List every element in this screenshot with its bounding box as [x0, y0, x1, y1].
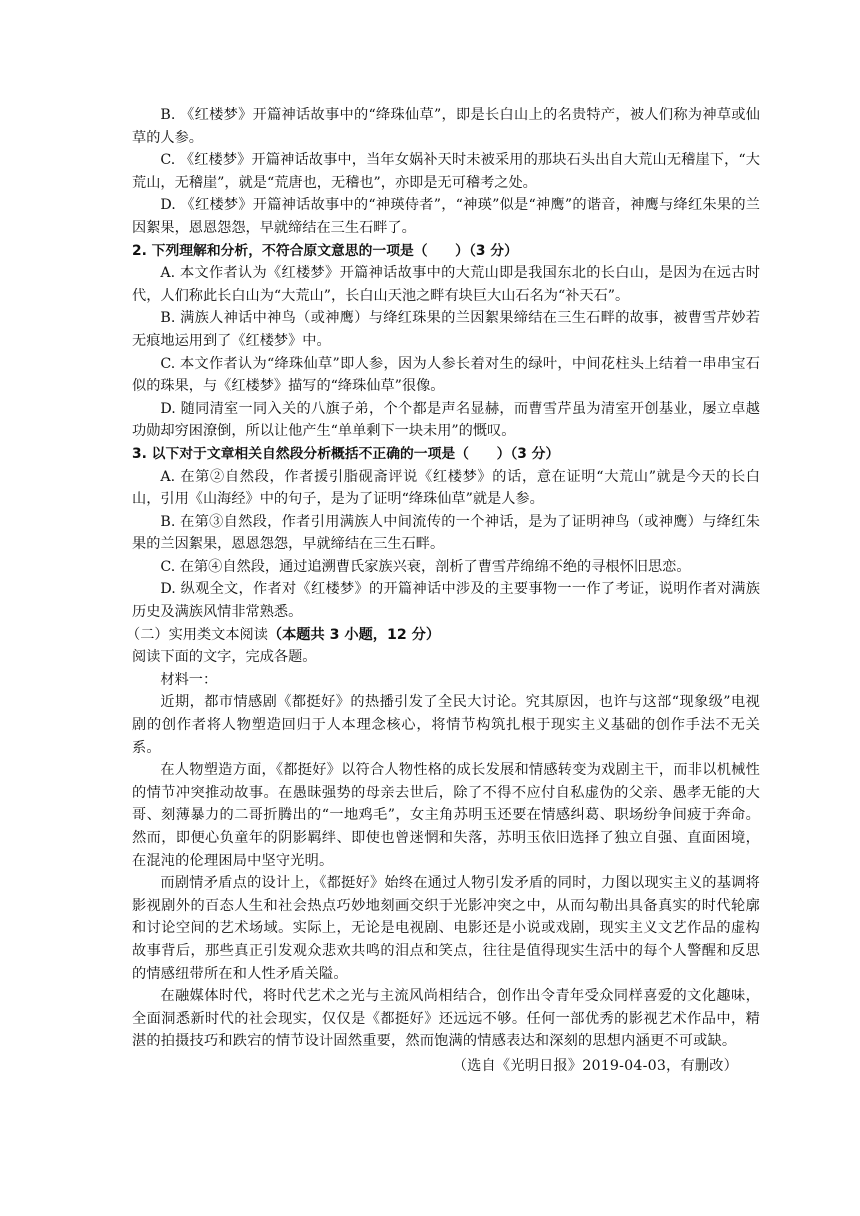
material-paragraph-3: 而剧情矛盾点的设计上，《都挺好》始终在通过人物引发矛盾的同时，力图以现实主义的基调将影视剧外的百态人生和社会热点巧妙地刻画交织于光影冲突之中，从而勾勒出具备真实的时代轮廓和讨论空间的艺术场域。实际上，无论是电视剧、电影还是小说或戏剧，现实主义文艺作品的虚构故事背后，那些真正引发观众悲欢共鸣的泪点和笑点，往往是值得现实生活中的每个人警醒和反思的情感纽带所在和人性矛盾关隘。	[132, 875, 760, 982]
q2-stem: 2. 下列理解和分析，不符合原文意思的一项是（ ）（3 分）	[132, 242, 518, 259]
q3-option-d: D. 纵观全文，作者对《红楼梦》的开篇神话中涉及的主要事物一一作了考证，说明作者对满族历史及满族风情非常熟悉。	[132, 581, 760, 621]
material-label: 材料一：	[160, 671, 218, 688]
material-paragraph-4: 在融媒体时代，将时代艺术之光与主流风尚相结合，创作出令青年受众同样喜爱的文化趣味，全面洞悉新时代的社会现实，仅仅是《都挺好》还远远不够。任何一部优秀的影视艺术作品中，精湛的拍摄技巧和跌宕的情节设计固然重要，然而饱满的情感表达和深刻的思想内涵更不可或缺。	[132, 988, 760, 1050]
material-source: （选自《光明日报》2019-04-03，有删改）	[452, 1057, 738, 1074]
section-instruction: 阅读下面的文字，完成各题。	[132, 649, 317, 666]
q1-option-c: C. 《红楼梦》开篇神话故事中，当年女娲补天时未被采用的那块石头出自大荒山无稽崖下，“大荒山，无稽崖”，就是“荒唐也，无稽也”，亦即是无可稽考之处。	[132, 152, 760, 191]
material-paragraph-1: 近期，都市情感剧《都挺好》的热播引发了全民大讨论。究其原因，也许与这部“现象级”电视剧的创作者将人物塑造回归于人本理念核心，将情节构筑扎根于现实主义基础的创作手法不无关系。	[132, 694, 760, 756]
q3-stem: 3. 以下对于文章相关自然段分析概括不正确的一项是（ ）（3 分）	[132, 445, 560, 462]
q3-option-c: C. 在第④自然段，通过追溯曹氏家族兴衰，剖析了曹雪芹绵绵不绝的寻根怀旧思恋。	[160, 558, 691, 575]
material-paragraph-2: 在人物塑造方面，《都挺好》以符合人物性格的成长发展和情感转变为戏剧主干，而非以机械性的情节冲突推动故事。在愚昧强势的母亲去世后，除了不得不应付自私虚伪的父亲、愚孝无能的大哥、刻薄暴力的二哥折腾出的“一地鸡毛”，女主角苏明玉还要在情感纠葛、职场纷争间疲于奔命。然而，即便心负童年的阴影羁绊、即使也曾迷惘和失落，苏明玉依旧选择了独立自强、直面困境，在混沌的伦理困局中坚守光明。	[132, 762, 760, 869]
q3-option-a: A. 在第②自然段，作者援引脂砚斋评说《红楼梦》的话，意在证明“大荒山”就是今天的长白山，引用《山海经》中的句子，是为了证明“绛珠仙草”就是人参。	[132, 468, 760, 508]
q2-option-b: B. 满族人神话中神鸟（或神鹰）与绛红珠果的兰因絮果缔结在三生石畔的故事，被曹雪芹妙若无痕地运用到了《红楼梦》中。	[132, 310, 760, 349]
q2-option-d: D. 随同清室一同入关的八旗子弟，个个都是声名显赫，而曹雪芹虽为清室开创基业，屡立卓越功勋却穷困潦倒，所以让他产生“单单剩下一块未用”的慨叹。	[132, 400, 760, 440]
q2-option-c: C. 本文作者认为“绛珠仙草”即人参，因为人参长着对生的绿叶，中间花柱头上结着一串串宝石似的珠果，与《红楼梦》描写的“绛珠仙草”很像。	[132, 355, 760, 395]
q1-option-d: D. 《红楼梦》开篇神话故事中的“神瑛侍者”，“神瑛”似是“神鹰”的谐音，神鹰与绛红朱果的兰因絮果，恩恩怨怨，早就缔结在三生石畔了。	[132, 197, 760, 236]
q2-option-a: A. 本文作者认为《红楼梦》开篇神话故事中的大荒山即是我国东北的长白山，是因为在远古时代，人们称此长白山为“大荒山”，长白山天池之畔有块巨大山石名为“补天石”。	[132, 265, 760, 304]
section-title-plain: （二）实用类文本阅读	[126, 626, 268, 643]
section-title-points: （本题共 3 小题，12 分）	[267, 626, 441, 643]
q3-option-b: B. 在第③自然段，作者引用满族人中间流传的一个神话，是为了证明神鸟（或神鹰）与绛红朱果的兰因絮果，恩恩怨怨，早就缔结在三生石畔。	[132, 513, 760, 553]
q1-option-b: B. 《红楼梦》开篇神话故事中的“绛珠仙草”，即是长白山上的名贵特产，被人们称为神草或仙草的人参。	[132, 107, 760, 146]
section-title	[126, 624, 760, 647]
